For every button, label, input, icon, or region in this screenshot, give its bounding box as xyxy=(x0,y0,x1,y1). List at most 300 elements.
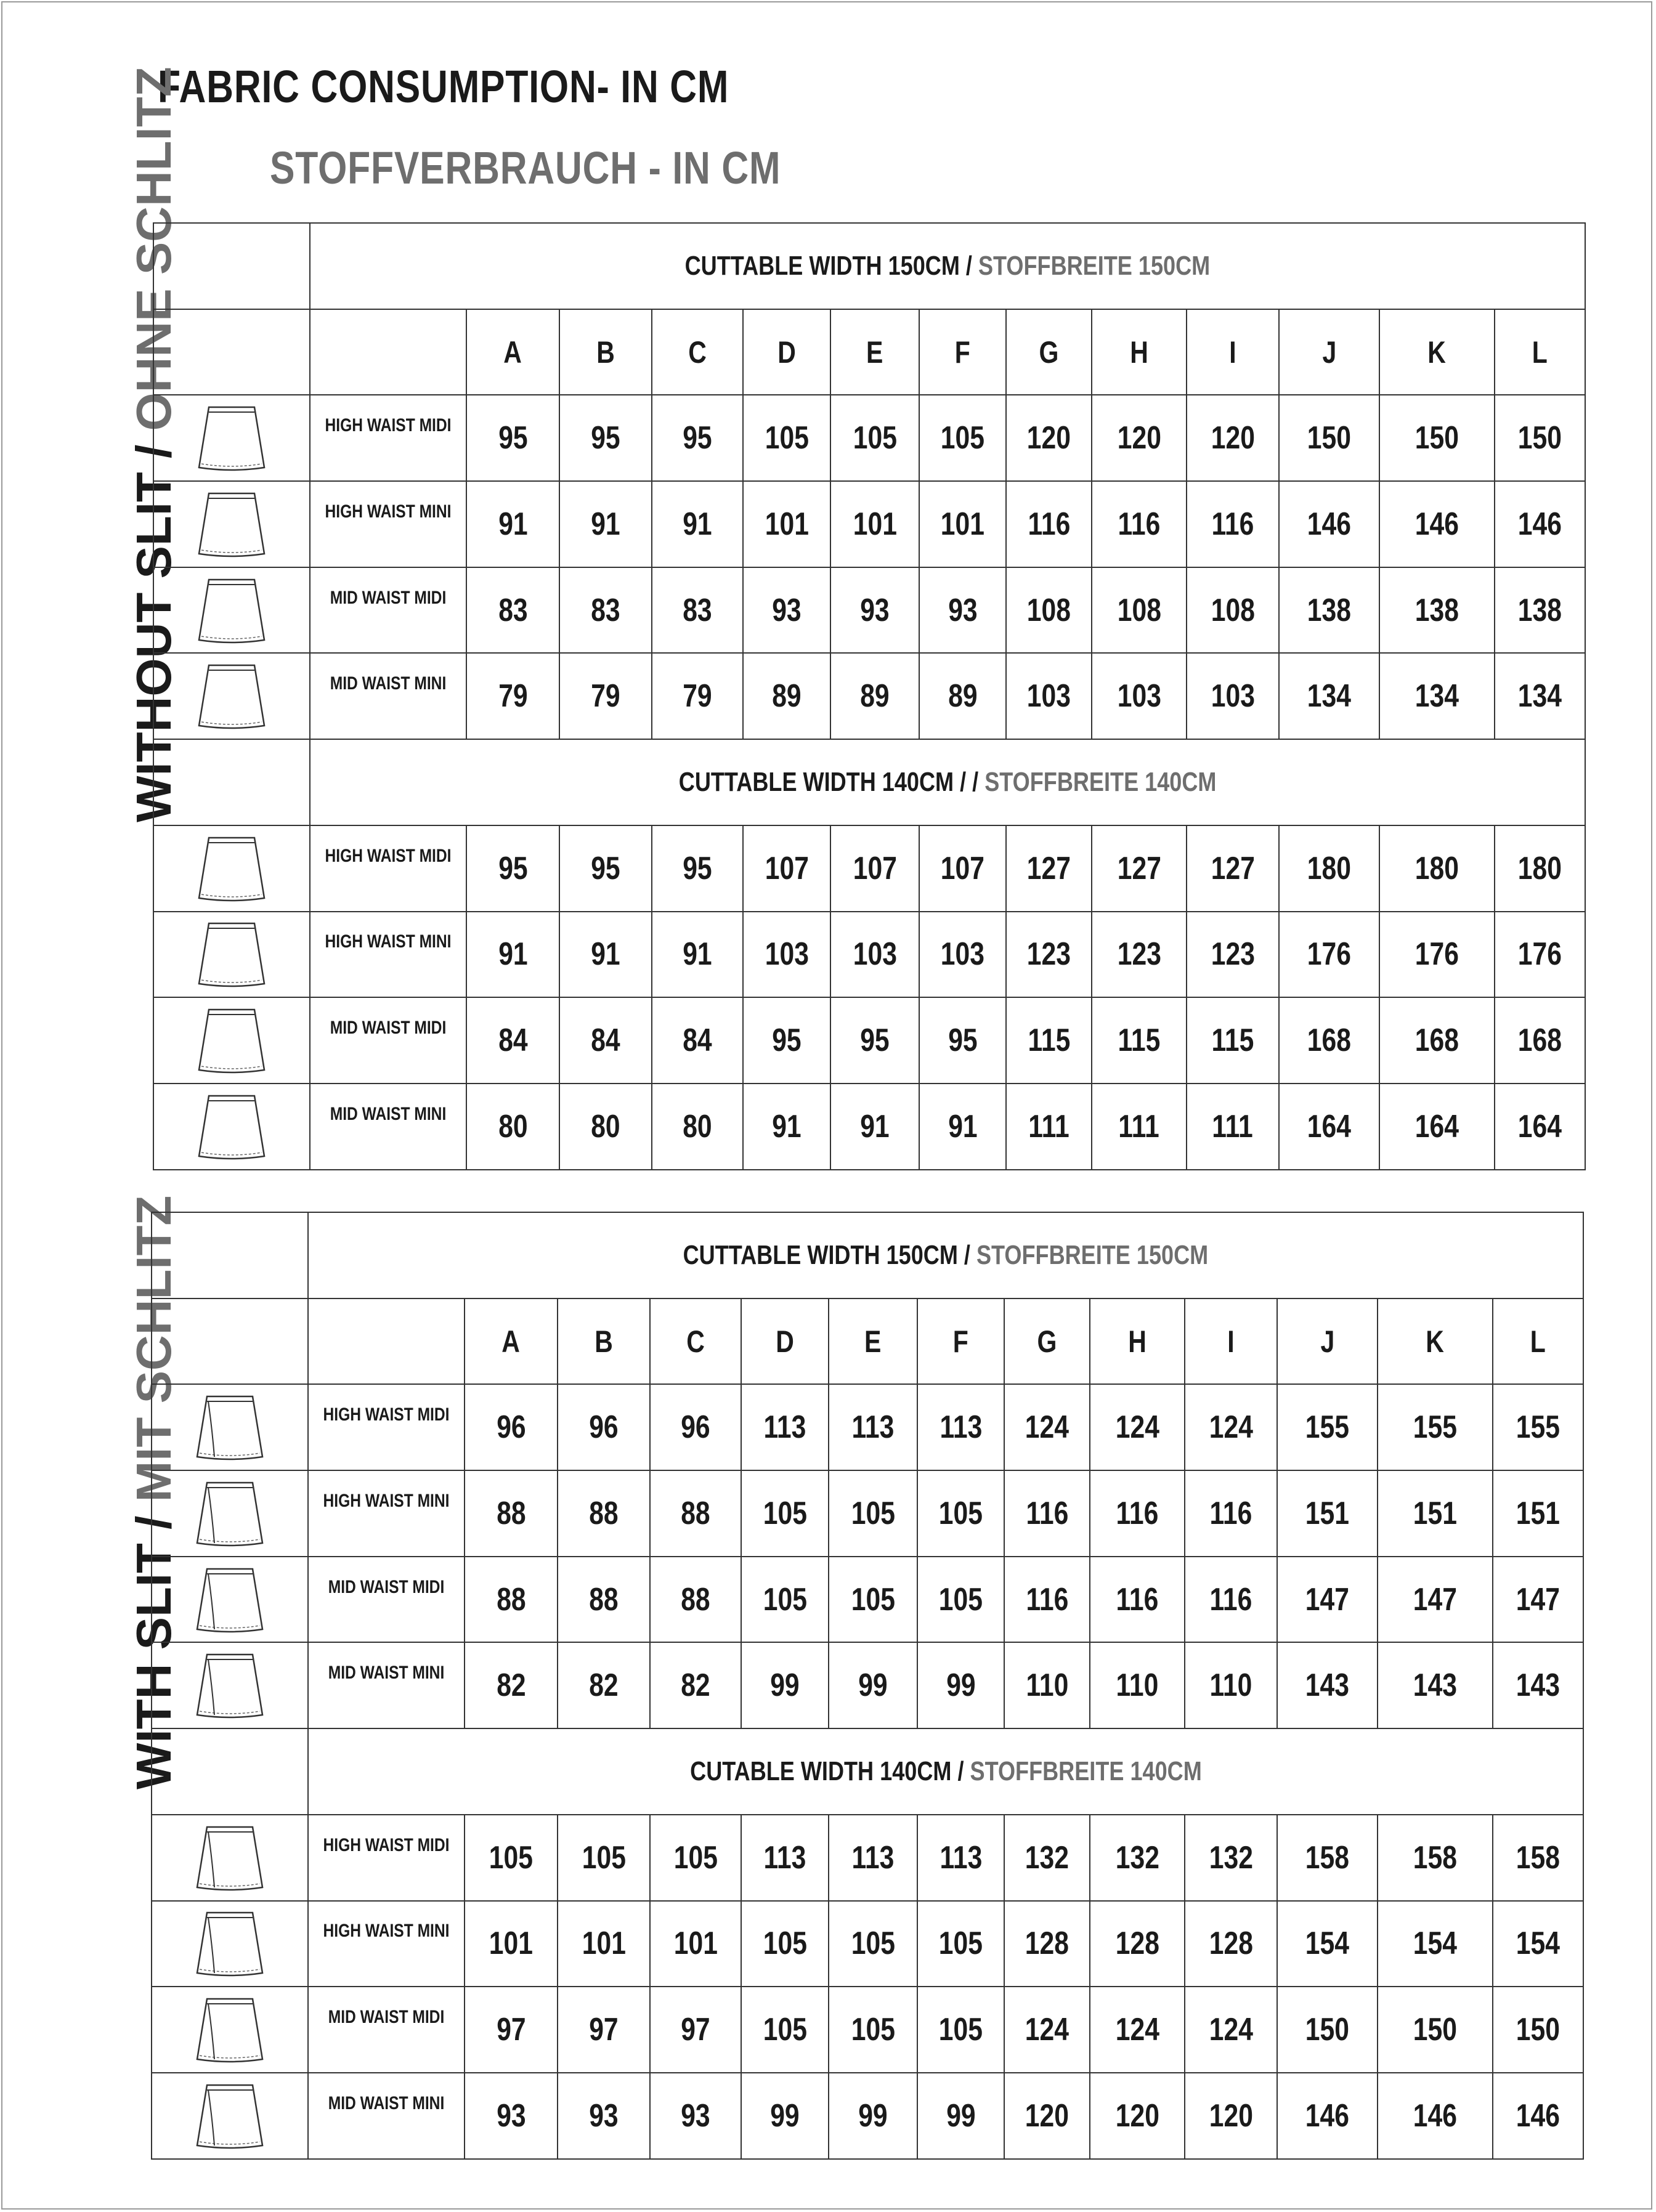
consumption-value: 164 xyxy=(1517,1108,1562,1144)
consumption-value: 128 xyxy=(1115,1926,1159,1962)
value-cell xyxy=(559,395,652,481)
skirt-without-slit-icon xyxy=(154,659,309,733)
size-label: E xyxy=(866,334,883,370)
value-cell xyxy=(558,1470,650,1557)
value-cell xyxy=(466,1084,559,1170)
consumption-value: 120 xyxy=(1117,420,1161,456)
consumption-value: 93 xyxy=(860,592,890,628)
consumption-value: 150 xyxy=(1516,2012,1561,2048)
consumption-value: 103 xyxy=(940,936,985,973)
value-cell xyxy=(1092,997,1187,1084)
consumption-value: 95 xyxy=(683,850,712,886)
skirt-without-slit-icon xyxy=(154,832,309,905)
size-header-cell xyxy=(559,309,652,395)
value-cell xyxy=(919,567,1006,654)
size-label: C xyxy=(688,334,707,370)
value-cell xyxy=(1378,1815,1493,1901)
consumption-value: 128 xyxy=(1209,1926,1253,1962)
size-label: F xyxy=(954,334,971,370)
consumption-value: 82 xyxy=(589,1667,619,1704)
value-cell xyxy=(1092,481,1187,567)
value-cell xyxy=(465,1384,558,1470)
consumption-value: 113 xyxy=(940,1409,982,1446)
value-cell xyxy=(1187,912,1279,998)
model-name: HIGH WAIST MIDI xyxy=(325,415,452,436)
value-cell xyxy=(650,2073,741,2159)
consumption-value: 127 xyxy=(1026,850,1071,886)
consumption-value: 83 xyxy=(683,592,712,628)
consumption-value: 108 xyxy=(1026,592,1071,628)
size-label: A xyxy=(503,334,522,370)
value-cell xyxy=(1006,481,1092,567)
model-name: MID WAIST MIDI xyxy=(330,1018,447,1039)
table-row xyxy=(152,1815,1583,1901)
model-name: HIGH WAIST MINI xyxy=(325,501,452,522)
consumption-value: 113 xyxy=(763,1839,806,1876)
value-cell xyxy=(466,825,559,912)
consumption-value: 103 xyxy=(765,936,809,973)
model-name: MID WAIST MINI xyxy=(328,2092,445,2113)
consumption-value: 115 xyxy=(1211,1023,1254,1059)
page-subtitle: STOFFVERBRAUCH - IN CM xyxy=(270,142,781,193)
consumption-value: 91 xyxy=(591,936,620,973)
value-cell xyxy=(1378,1384,1493,1470)
consumption-value: 101 xyxy=(673,1926,718,1962)
size-label: F xyxy=(952,1324,969,1359)
consumption-value: 95 xyxy=(498,420,528,456)
table-row xyxy=(153,395,1585,481)
value-cell xyxy=(558,1642,650,1728)
consumption-value: 82 xyxy=(681,1667,710,1704)
consumption-value: 97 xyxy=(589,2012,619,2048)
consumption-value: 88 xyxy=(496,1495,526,1531)
value-cell xyxy=(558,1384,650,1470)
consumption-value: 83 xyxy=(498,592,528,628)
value-cell xyxy=(1279,481,1379,567)
consumption-value: 103 xyxy=(853,936,897,973)
consumption-value: 105 xyxy=(938,1581,983,1618)
model-cell xyxy=(308,1815,465,1901)
consumption-value: 91 xyxy=(860,1108,890,1144)
value-cell xyxy=(1277,1901,1378,1987)
consumption-value: 79 xyxy=(683,678,712,715)
value-cell xyxy=(466,481,559,567)
value-cell xyxy=(1004,1987,1090,2073)
consumption-value: 88 xyxy=(681,1581,710,1618)
consumption-value: 164 xyxy=(1414,1108,1459,1144)
header-text: CUTTABLE WIDTH 150CM / xyxy=(683,1239,977,1270)
model-name: MID WAIST MIDI xyxy=(328,2007,445,2028)
size-header-cell xyxy=(919,309,1006,395)
consumption-value: 99 xyxy=(946,1667,976,1704)
size-header-cell xyxy=(466,309,559,395)
value-cell xyxy=(1185,2073,1277,2159)
value-cell xyxy=(650,1815,741,1901)
table-row xyxy=(153,825,1585,912)
skirt-with-slit-icon xyxy=(152,1390,307,1464)
consumption-value: 155 xyxy=(1413,1409,1458,1446)
model-cell xyxy=(308,1470,465,1557)
value-cell xyxy=(1495,997,1585,1084)
skirt-icon-cell xyxy=(152,1470,308,1557)
consumption-value: 84 xyxy=(498,1023,528,1059)
model-name: MID WAIST MIDI xyxy=(330,587,447,608)
size-header-cell xyxy=(1279,309,1379,395)
consumption-value: 176 xyxy=(1517,936,1562,973)
consumption-value: 115 xyxy=(1118,1023,1161,1059)
value-cell xyxy=(830,395,919,481)
value-cell xyxy=(1493,1815,1583,1901)
value-cell xyxy=(465,1470,558,1557)
value-cell xyxy=(1185,1642,1277,1728)
consumption-value: 96 xyxy=(681,1409,710,1446)
value-cell xyxy=(1090,1901,1185,1987)
consumption-value: 95 xyxy=(948,1023,978,1059)
empty-cell xyxy=(153,739,310,825)
value-cell xyxy=(919,481,1006,567)
consumption-value: 151 xyxy=(1516,1495,1561,1531)
size-header-cell xyxy=(1379,309,1495,395)
size-label: J xyxy=(1322,334,1336,370)
table-row xyxy=(152,1987,1583,2073)
size-label: I xyxy=(1229,334,1236,370)
consumption-value: 93 xyxy=(496,2097,526,2134)
value-cell xyxy=(1090,2073,1185,2159)
consumption-value: 116 xyxy=(1209,1495,1252,1531)
value-cell xyxy=(1495,567,1585,654)
consumption-value: 180 xyxy=(1414,850,1459,886)
consumption-value: 143 xyxy=(1516,1667,1561,1704)
value-cell xyxy=(743,825,830,912)
value-cell xyxy=(1187,825,1279,912)
consumption-value: 88 xyxy=(589,1495,619,1531)
consumption-value: 116 xyxy=(1026,1495,1068,1531)
value-cell xyxy=(1495,912,1585,998)
value-cell xyxy=(558,1987,650,2073)
skirt-icon-cell xyxy=(152,2073,308,2159)
value-cell xyxy=(919,395,1006,481)
value-cell xyxy=(1277,2073,1378,2159)
value-cell xyxy=(559,997,652,1084)
skirt-icon-cell xyxy=(153,1084,310,1170)
consumption-value: 155 xyxy=(1516,1409,1561,1446)
size-header-cell xyxy=(1495,309,1585,395)
consumption-value: 138 xyxy=(1307,592,1352,628)
value-cell xyxy=(1187,395,1279,481)
value-cell xyxy=(1187,653,1279,739)
consumption-table-with-slit xyxy=(151,1212,1584,2158)
consumption-value: 93 xyxy=(948,592,978,628)
value-cell xyxy=(1185,1815,1277,1901)
value-cell xyxy=(743,997,830,1084)
consumption-value: 96 xyxy=(589,1409,619,1446)
header-grey-text: STOFFBREITE 140CM xyxy=(984,766,1217,797)
consumption-value: 108 xyxy=(1211,592,1255,628)
consumption-value: 79 xyxy=(498,678,528,715)
size-label: A xyxy=(501,1324,521,1359)
value-cell xyxy=(830,825,919,912)
fabric-table xyxy=(153,222,1586,1170)
value-cell xyxy=(743,912,830,998)
section-header-cell xyxy=(310,223,1585,309)
consumption-value: 91 xyxy=(948,1108,978,1144)
consumption-value: 154 xyxy=(1516,1926,1561,1962)
size-header-cell xyxy=(1187,309,1279,395)
consumption-value: 158 xyxy=(1413,1839,1458,1876)
value-cell xyxy=(919,653,1006,739)
consumption-value: 147 xyxy=(1413,1581,1458,1618)
table-row xyxy=(152,1557,1583,1643)
size-header-cell xyxy=(830,309,919,395)
section-header-cell xyxy=(308,1728,1583,1815)
consumption-value: 80 xyxy=(683,1108,712,1144)
value-cell xyxy=(558,2073,650,2159)
value-cell xyxy=(652,825,743,912)
value-cell xyxy=(1004,1557,1090,1643)
value-cell xyxy=(1006,395,1092,481)
size-header-cell xyxy=(465,1298,558,1385)
consumption-value: 115 xyxy=(1028,1023,1070,1059)
consumption-value: 132 xyxy=(1025,1839,1070,1876)
table-row xyxy=(152,2073,1583,2159)
value-cell xyxy=(743,567,830,654)
consumption-value: 99 xyxy=(858,1667,888,1704)
consumption-value: 89 xyxy=(948,678,978,715)
value-cell xyxy=(559,912,652,998)
value-cell xyxy=(1006,912,1092,998)
value-cell xyxy=(1185,1470,1277,1557)
side-label-text: WITHOUT SLIT / xyxy=(126,431,181,822)
size-header-cell xyxy=(558,1298,650,1385)
skirt-icon-cell xyxy=(152,1384,308,1470)
size-label: K xyxy=(1427,334,1447,370)
consumption-value: 120 xyxy=(1115,2097,1159,2134)
consumption-value: 146 xyxy=(1305,2097,1350,2134)
size-header-cell xyxy=(650,1298,741,1385)
consumption-value: 82 xyxy=(496,1667,526,1704)
value-cell xyxy=(830,1084,919,1170)
value-cell xyxy=(1090,1384,1185,1470)
fabric-table xyxy=(151,1212,1584,2160)
consumption-value: 80 xyxy=(498,1108,528,1144)
size-label: L xyxy=(1532,334,1548,370)
consumption-value: 111 xyxy=(1212,1108,1254,1144)
value-cell xyxy=(466,395,559,481)
size-header-cell xyxy=(1004,1298,1090,1385)
value-cell xyxy=(558,1815,650,1901)
consumption-value: 132 xyxy=(1115,1839,1159,1876)
consumption-value: 105 xyxy=(851,1495,895,1531)
header-grey-text: STOFFBREITE 150CM xyxy=(976,1239,1209,1270)
consumption-value: 116 xyxy=(1118,506,1161,542)
consumption-value: 99 xyxy=(770,1667,800,1704)
consumption-value: 150 xyxy=(1305,2012,1350,2048)
value-cell xyxy=(466,912,559,998)
consumption-value: 105 xyxy=(938,2012,983,2048)
value-cell xyxy=(1185,1987,1277,2073)
consumption-value: 101 xyxy=(489,1926,534,1962)
value-cell xyxy=(1279,395,1379,481)
consumption-value: 105 xyxy=(673,1839,718,1876)
header-text: CUTABLE WIDTH 140CM / xyxy=(689,1756,970,1786)
value-cell xyxy=(650,1987,741,2073)
value-cell xyxy=(465,1987,558,2073)
value-cell xyxy=(1493,1470,1583,1557)
skirt-icon-cell xyxy=(152,1642,308,1728)
value-cell xyxy=(1185,1557,1277,1643)
consumption-value: 120 xyxy=(1209,2097,1253,2134)
consumption-value: 150 xyxy=(1414,420,1459,456)
value-cell xyxy=(1495,653,1585,739)
consumption-value: 138 xyxy=(1517,592,1562,628)
value-cell xyxy=(559,1084,652,1170)
section-header-row xyxy=(152,1212,1583,1298)
consumption-value: 108 xyxy=(1117,592,1161,628)
value-cell xyxy=(919,1084,1006,1170)
empty-cell xyxy=(153,309,310,395)
consumption-value: 120 xyxy=(1025,2097,1070,2134)
skirt-icon-cell xyxy=(152,1557,308,1643)
consumption-value: 91 xyxy=(683,936,712,973)
value-cell xyxy=(559,825,652,912)
value-cell xyxy=(917,1901,1004,1987)
size-header-cell xyxy=(917,1298,1004,1385)
value-cell xyxy=(830,997,919,1084)
consumption-value: 88 xyxy=(496,1581,526,1618)
consumption-value: 95 xyxy=(683,420,712,456)
value-cell xyxy=(1379,395,1495,481)
consumption-value: 146 xyxy=(1517,506,1562,542)
consumption-value: 93 xyxy=(772,592,802,628)
size-label: B xyxy=(596,334,615,370)
header-text: CUTTABLE WIDTH 150CM / xyxy=(684,250,979,281)
skirt-icon-cell xyxy=(153,912,310,998)
model-cell xyxy=(310,825,466,912)
value-cell xyxy=(650,1470,741,1557)
value-cell xyxy=(465,1815,558,1901)
value-cell xyxy=(1379,1084,1495,1170)
value-cell xyxy=(829,1384,917,1470)
consumption-value: 146 xyxy=(1413,2097,1458,2134)
consumption-value: 176 xyxy=(1307,936,1352,973)
model-cell xyxy=(310,481,466,567)
value-cell xyxy=(741,1384,829,1470)
value-cell xyxy=(652,1084,743,1170)
value-cell xyxy=(1495,395,1585,481)
consumption-value: 150 xyxy=(1413,2012,1458,2048)
consumption-value: 116 xyxy=(1116,1581,1159,1618)
value-cell xyxy=(917,1987,1004,2073)
size-header-cell xyxy=(1090,1298,1185,1385)
value-cell xyxy=(1493,1642,1583,1728)
value-cell xyxy=(1277,1470,1378,1557)
consumption-value: 120 xyxy=(1026,420,1071,456)
size-header-cell xyxy=(1277,1298,1378,1385)
value-cell xyxy=(829,1557,917,1643)
value-cell xyxy=(1277,1987,1378,2073)
model-cell xyxy=(308,1384,465,1470)
value-cell xyxy=(1004,1815,1090,1901)
consumption-value: 150 xyxy=(1307,420,1352,456)
value-cell xyxy=(741,1987,829,2073)
consumption-value: 99 xyxy=(858,2097,888,2134)
consumption-value: 138 xyxy=(1414,592,1459,628)
value-cell xyxy=(1493,1557,1583,1643)
value-cell xyxy=(741,2073,829,2159)
value-cell xyxy=(1379,912,1495,998)
value-cell xyxy=(830,567,919,654)
size-label: B xyxy=(595,1324,613,1359)
value-cell xyxy=(919,997,1006,1084)
model-cell xyxy=(308,1642,465,1728)
consumption-value: 124 xyxy=(1115,2012,1159,2048)
consumption-value: 89 xyxy=(772,678,802,715)
model-name: HIGH WAIST MIDI xyxy=(323,1404,450,1425)
model-name: MID WAIST MINI xyxy=(328,1663,445,1683)
value-cell xyxy=(1277,1815,1378,1901)
model-name: HIGH WAIST MIDI xyxy=(323,1834,450,1855)
value-cell xyxy=(652,395,743,481)
value-cell xyxy=(1378,1987,1493,2073)
model-name: HIGH WAIST MINI xyxy=(323,1490,450,1511)
value-cell xyxy=(1004,1642,1090,1728)
value-cell xyxy=(1279,825,1379,912)
consumption-value: 168 xyxy=(1307,1023,1352,1059)
size-label: J xyxy=(1320,1324,1334,1359)
model-cell xyxy=(310,912,466,998)
value-cell xyxy=(1379,653,1495,739)
value-cell xyxy=(559,653,652,739)
consumption-value: 150 xyxy=(1517,420,1562,456)
value-cell xyxy=(1378,2073,1493,2159)
skirt-without-slit-icon xyxy=(154,487,309,561)
table-row xyxy=(153,481,1585,567)
value-cell xyxy=(1004,1901,1090,1987)
value-cell xyxy=(465,2073,558,2159)
value-cell xyxy=(829,2073,917,2159)
consumption-value: 99 xyxy=(946,2097,976,2134)
value-cell xyxy=(466,653,559,739)
consumption-value: 123 xyxy=(1117,936,1161,973)
consumption-value: 158 xyxy=(1516,1839,1561,1876)
value-cell xyxy=(465,1557,558,1643)
consumption-value: 88 xyxy=(589,1581,619,1618)
consumption-value: 103 xyxy=(1211,678,1255,715)
consumption-value: 91 xyxy=(591,506,620,542)
value-cell xyxy=(829,1642,917,1728)
value-cell xyxy=(652,912,743,998)
consumption-value: 124 xyxy=(1115,1409,1159,1446)
table-row xyxy=(153,997,1585,1084)
consumption-value: 110 xyxy=(1116,1667,1159,1704)
skirt-without-slit-icon xyxy=(154,1090,309,1164)
empty-cell xyxy=(308,1298,465,1385)
consumption-value: 80 xyxy=(591,1108,620,1144)
page-title: FABRIC CONSUMPTION- IN CM xyxy=(158,61,729,112)
consumption-value: 84 xyxy=(591,1023,620,1059)
section-header-cell xyxy=(308,1212,1583,1298)
size-label: D xyxy=(776,1324,794,1359)
consumption-value: 91 xyxy=(683,506,712,542)
value-cell xyxy=(1006,653,1092,739)
section-header-row xyxy=(153,223,1585,309)
model-name: HIGH WAIST MINI xyxy=(323,1921,450,1942)
table-row xyxy=(153,912,1585,998)
skirt-without-slit-icon xyxy=(154,1003,309,1077)
consumption-value: 180 xyxy=(1517,850,1562,886)
empty-cell xyxy=(152,1728,308,1815)
value-cell xyxy=(1092,395,1187,481)
